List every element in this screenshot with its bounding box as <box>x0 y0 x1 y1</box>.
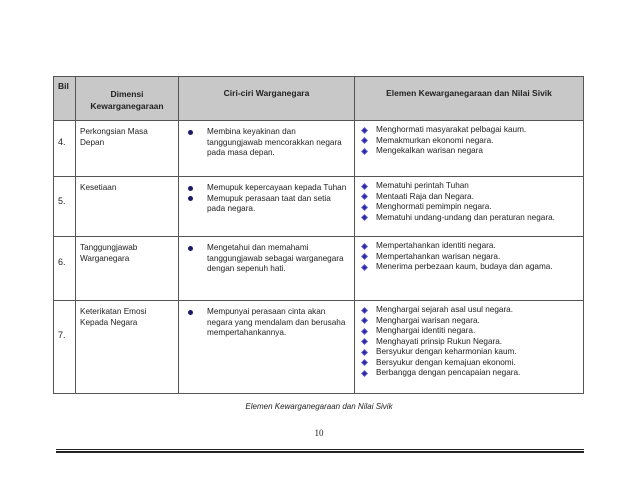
civics-table <box>53 76 584 394</box>
elemen-cell <box>355 177 584 237</box>
diamond-bullet-icon <box>361 204 368 211</box>
row-number: 7. <box>54 301 76 394</box>
row-number: 6. <box>54 237 76 301</box>
elemen-text: Menghormati pemimpin negara. <box>376 202 492 211</box>
elemen-text: Mematuhi perintah Tuhan <box>376 181 469 190</box>
diamond-bullet-icon <box>361 148 368 155</box>
ciri-cell <box>179 301 355 394</box>
elemen-item <box>361 316 579 327</box>
ciri-text: Memupuk perasaan taat dan setia pada negara. <box>207 193 331 213</box>
elemen-text: Menghormati masyarakat pelbagai kaum. <box>376 125 527 134</box>
elemen-text: Mematuhi undang-undang dan peraturan negara. <box>376 212 555 222</box>
diamond-bullet-icon <box>361 127 368 134</box>
row-number: 5. <box>54 177 76 237</box>
diamond-bullet-icon <box>361 264 368 271</box>
elemen-item <box>361 305 579 316</box>
bullet-dot-icon <box>188 310 193 315</box>
dimensi-text: Keterikatan Emosi <box>80 307 147 316</box>
elemen-text: Menerima perbezaan kaum, budaya dan agama. <box>376 262 553 271</box>
elemen-cell <box>355 301 584 394</box>
ciri-text: Mengetahui dan memahami tanggungjawab sebagai warganegara dengan sepenuh hati. <box>207 243 344 273</box>
dimensi-text: Kesetiaan <box>80 183 117 192</box>
elemen-item <box>361 337 579 348</box>
table-header-row <box>54 77 584 121</box>
elemen-item <box>361 136 579 147</box>
table-row <box>54 301 584 394</box>
dimensi-text: Warganegara <box>80 253 130 263</box>
page-number: 10 <box>314 428 324 438</box>
header-dimensi-line2: Kewarganegaraan <box>90 101 164 111</box>
figure-caption: Elemen Kewarganegaraan dan Nilai Sivik <box>245 402 393 411</box>
table-row <box>54 121 584 177</box>
dimensi-cell <box>76 237 179 301</box>
elemen-item <box>361 368 579 379</box>
elemen-text: Mempertahankan warisan negara. <box>376 251 501 261</box>
elemen-item <box>361 347 579 358</box>
elemen-text: Menghargai warisan negara. <box>376 315 480 325</box>
elemen-item <box>361 181 579 192</box>
diamond-bullet-icon <box>361 193 368 200</box>
dimensi-text: Depan <box>80 137 105 147</box>
bullet-dot-icon <box>188 196 193 201</box>
elemen-item <box>361 202 579 213</box>
dimensi-text: Tanggungjawab <box>80 243 138 252</box>
ciri-item <box>188 243 350 275</box>
table-row <box>54 237 584 301</box>
elemen-item <box>361 213 579 224</box>
elemen-item <box>361 192 579 203</box>
elemen-item <box>361 262 579 273</box>
bullet-dot-icon <box>188 186 193 191</box>
elemen-item <box>361 358 579 369</box>
bullet-dot-icon <box>188 246 193 251</box>
footer-rule-bottom <box>56 451 584 453</box>
ciri-item <box>188 194 350 215</box>
diamond-bullet-icon <box>361 370 368 377</box>
diamond-bullet-icon <box>361 317 368 324</box>
diamond-bullet-icon <box>361 359 368 366</box>
elemen-item <box>361 146 579 157</box>
diamond-bullet-icon <box>361 243 368 250</box>
elemen-text: Mentaati Raja dan Negara. <box>376 191 474 201</box>
diamond-bullet-icon <box>361 253 368 260</box>
elemen-item <box>361 241 579 252</box>
footer-rule-top <box>56 449 584 450</box>
diamond-bullet-icon <box>361 328 368 335</box>
row-number: 4. <box>54 121 76 177</box>
diamond-bullet-icon <box>361 214 368 221</box>
elemen-text: Mempertahankan identiti negara. <box>376 241 496 250</box>
dimensi-cell <box>76 121 179 177</box>
elemen-item <box>361 252 579 263</box>
dimensi-cell <box>76 301 179 394</box>
ciri-text: Membina keyakinan dan tanggungjawab mencorakkan negara pada masa depan. <box>207 127 342 157</box>
diamond-bullet-icon <box>361 338 368 345</box>
elemen-item <box>361 326 579 337</box>
bullet-dot-icon <box>188 130 193 135</box>
header-dimensi-line1: Dimensi <box>110 89 144 99</box>
dimensi-cell <box>76 177 179 237</box>
diamond-bullet-icon <box>361 183 368 190</box>
elemen-cell <box>355 121 584 177</box>
ciri-cell <box>179 177 355 237</box>
dimensi-text: Kepada Negara <box>80 317 138 327</box>
elemen-text: Menghargai sejarah asal usul negara. <box>376 305 514 314</box>
diamond-bullet-icon <box>361 137 368 144</box>
elemen-text: Menghargai identiti negara. <box>376 326 476 335</box>
header-bil: Bil <box>54 77 76 121</box>
diamond-bullet-icon <box>361 349 368 356</box>
table-row <box>54 177 584 237</box>
elemen-text: Bersyukur dengan keharmonian kaum. <box>376 347 517 356</box>
ciri-text: Mempunyai perasaan cinta akan negara yang mendalam dan berusaha mempertahankannya. <box>207 307 346 337</box>
elemen-cell <box>355 237 584 301</box>
elemen-text: Memakmurkan ekonomi negara. <box>376 135 494 145</box>
elemen-text: Menghayati prinsip Rukun Negara. <box>376 336 503 346</box>
ciri-item <box>188 307 350 339</box>
ciri-item <box>188 127 350 159</box>
ciri-cell <box>179 237 355 301</box>
header-dimensi <box>76 77 179 121</box>
dimensi-text: Perkongsian Masa <box>80 127 148 136</box>
elemen-item <box>361 125 579 136</box>
header-elemen: Elemen Kewarganegaraan dan Nilai Sivik <box>355 77 584 121</box>
header-ciri: Ciri-ciri Warganegara <box>179 77 355 121</box>
elemen-text: Berbangga dengan pencapaian negara. <box>376 368 521 377</box>
elemen-text: Mengekalkan warisan negara <box>376 146 483 155</box>
diamond-bullet-icon <box>361 307 368 314</box>
ciri-cell <box>179 121 355 177</box>
ciri-text: Memupuk kepercayaan kepada Tuhan <box>207 183 347 192</box>
elemen-text: Bersyukur dengan kemajuan ekonomi. <box>376 357 516 367</box>
ciri-item <box>188 183 350 194</box>
